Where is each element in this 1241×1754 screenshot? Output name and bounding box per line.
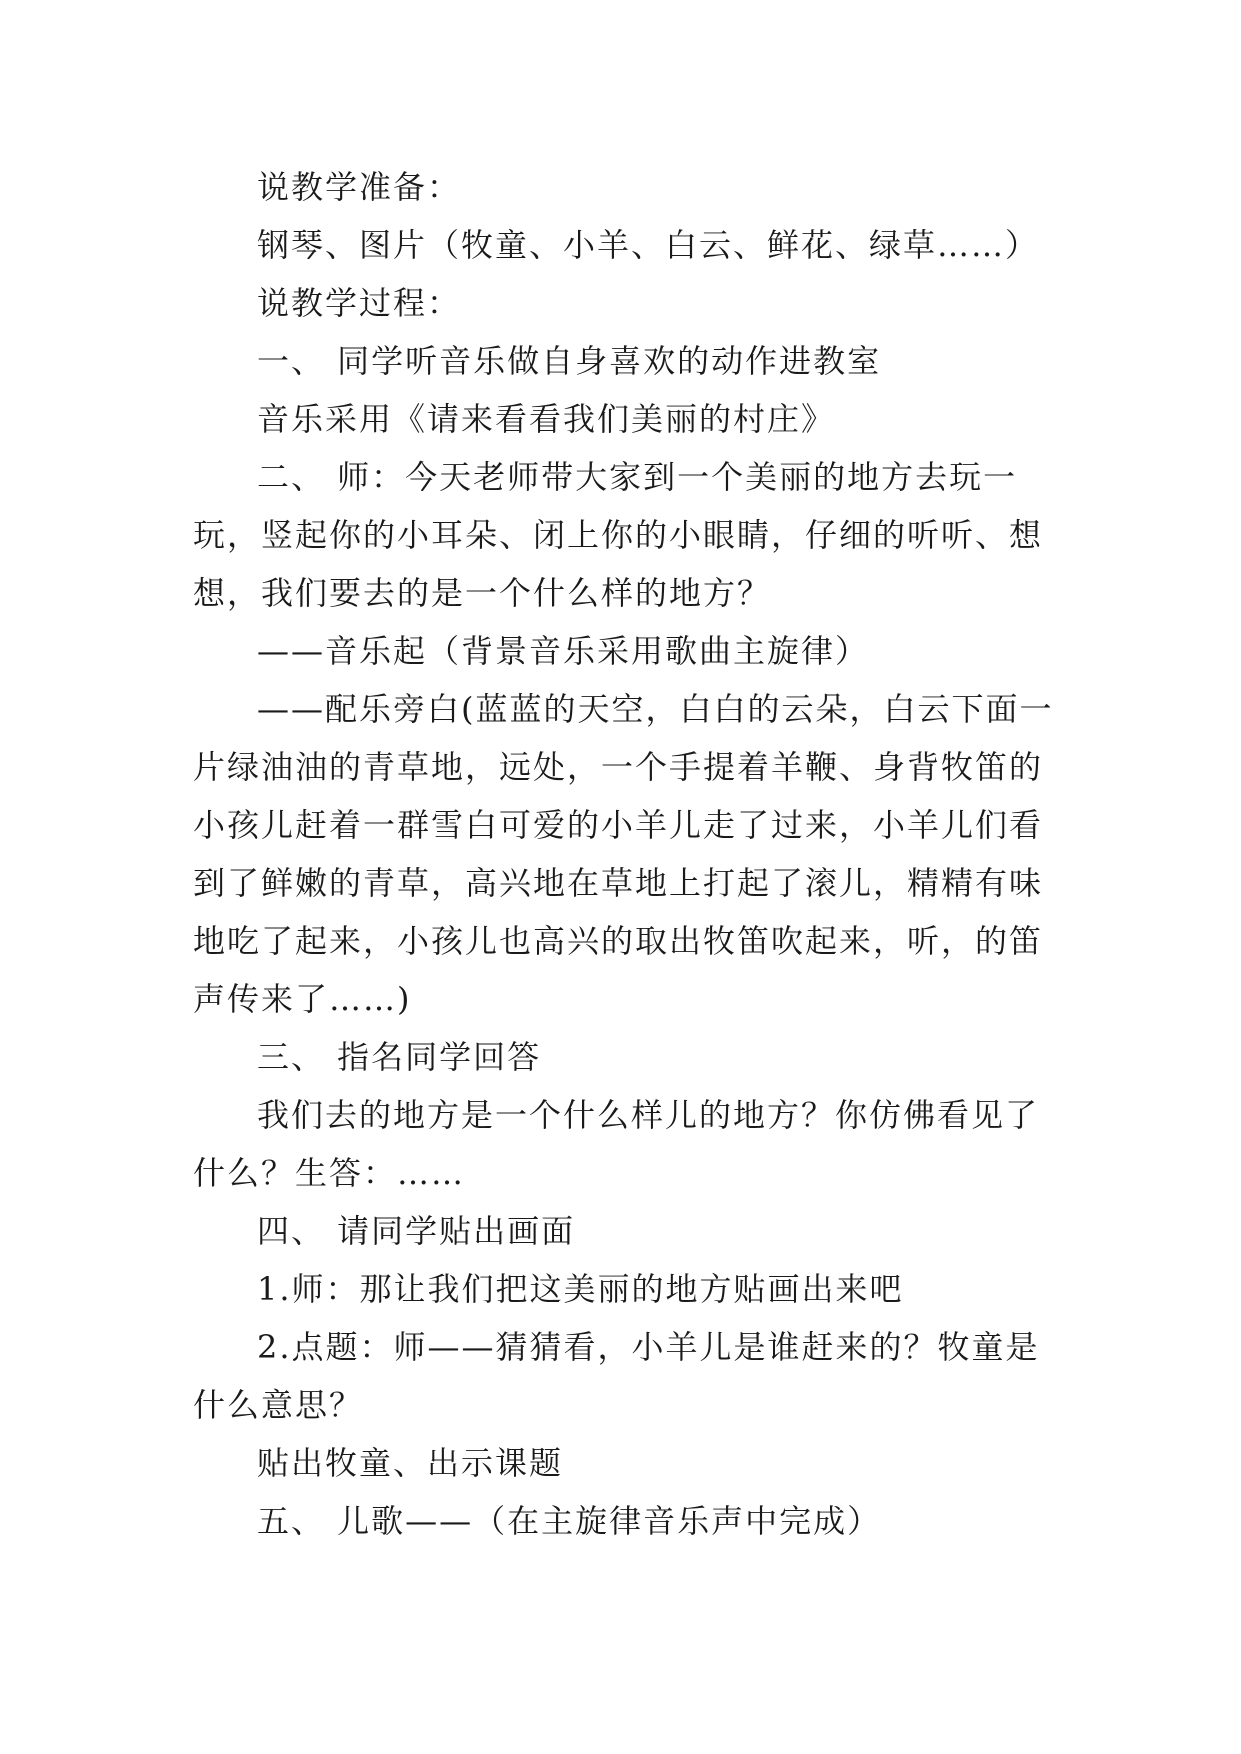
paragraph-step-4-item-2: 2.点题：师——猜猜看，小羊儿是谁赶来的？牧童是什么意思？ bbox=[193, 1328, 1040, 1424]
paragraph-prep-heading: 说教学准备： bbox=[257, 168, 462, 206]
paragraph-step-2: 二、 师：今天老师带大家到一个美丽的地方去玩一玩，竖起你的小耳朵、闭上你的小眼睛，仔细的听听、想想，我们要去的是一个什么样的地方？ bbox=[193, 458, 1044, 612]
paragraph-step-4: 四、 请同学贴出画面 bbox=[257, 1212, 576, 1250]
paragraph-step-2-narration: ——配乐旁白(蓝蓝的天空，白白的云朵，白云下面一片绿油油的青草地，远处，一个手提着羊鞭、身背牧笛的小孩儿赶着一群雪白可爱的小羊儿走了过来，小羊儿们看到了鲜嫩的青草，高兴地在草地上打起了滚儿，精精有味地吃了起来，小孩儿也高兴的取出牧笛吹起来，听，的笛声传来了……) bbox=[193, 690, 1054, 1018]
paragraph-step-3: 三、 指名同学回答 bbox=[257, 1038, 542, 1076]
document-body bbox=[193, 158, 1057, 1550]
paragraph-step-5: 五、 儿歌——（在主旋律音乐声中完成） bbox=[257, 1502, 882, 1540]
paragraph-step-4-item-1: 1.师：那让我们把这美丽的地方贴画出来吧 bbox=[257, 1270, 904, 1308]
paragraph-prep-items: 钢琴、图片（牧童、小羊、白云、鲜花、绿草……） bbox=[257, 226, 1040, 264]
paragraph-process-heading: 说教学过程： bbox=[257, 284, 462, 322]
paragraph-step-1: 一、 同学听音乐做自身喜欢的动作进教室 bbox=[257, 342, 882, 380]
paragraph-step-3-question: 我们去的地方是一个什么样儿的地方？你仿佛看见了什么？生答：…… bbox=[193, 1096, 1040, 1192]
paragraph-step-4-title: 贴出牧童、出示课题 bbox=[257, 1444, 564, 1482]
paragraph-step-2-music: ——音乐起（背景音乐采用歌曲主旋律） bbox=[257, 632, 870, 670]
paragraph-step-1-music: 音乐采用《请来看看我们美丽的村庄》 bbox=[257, 400, 836, 438]
